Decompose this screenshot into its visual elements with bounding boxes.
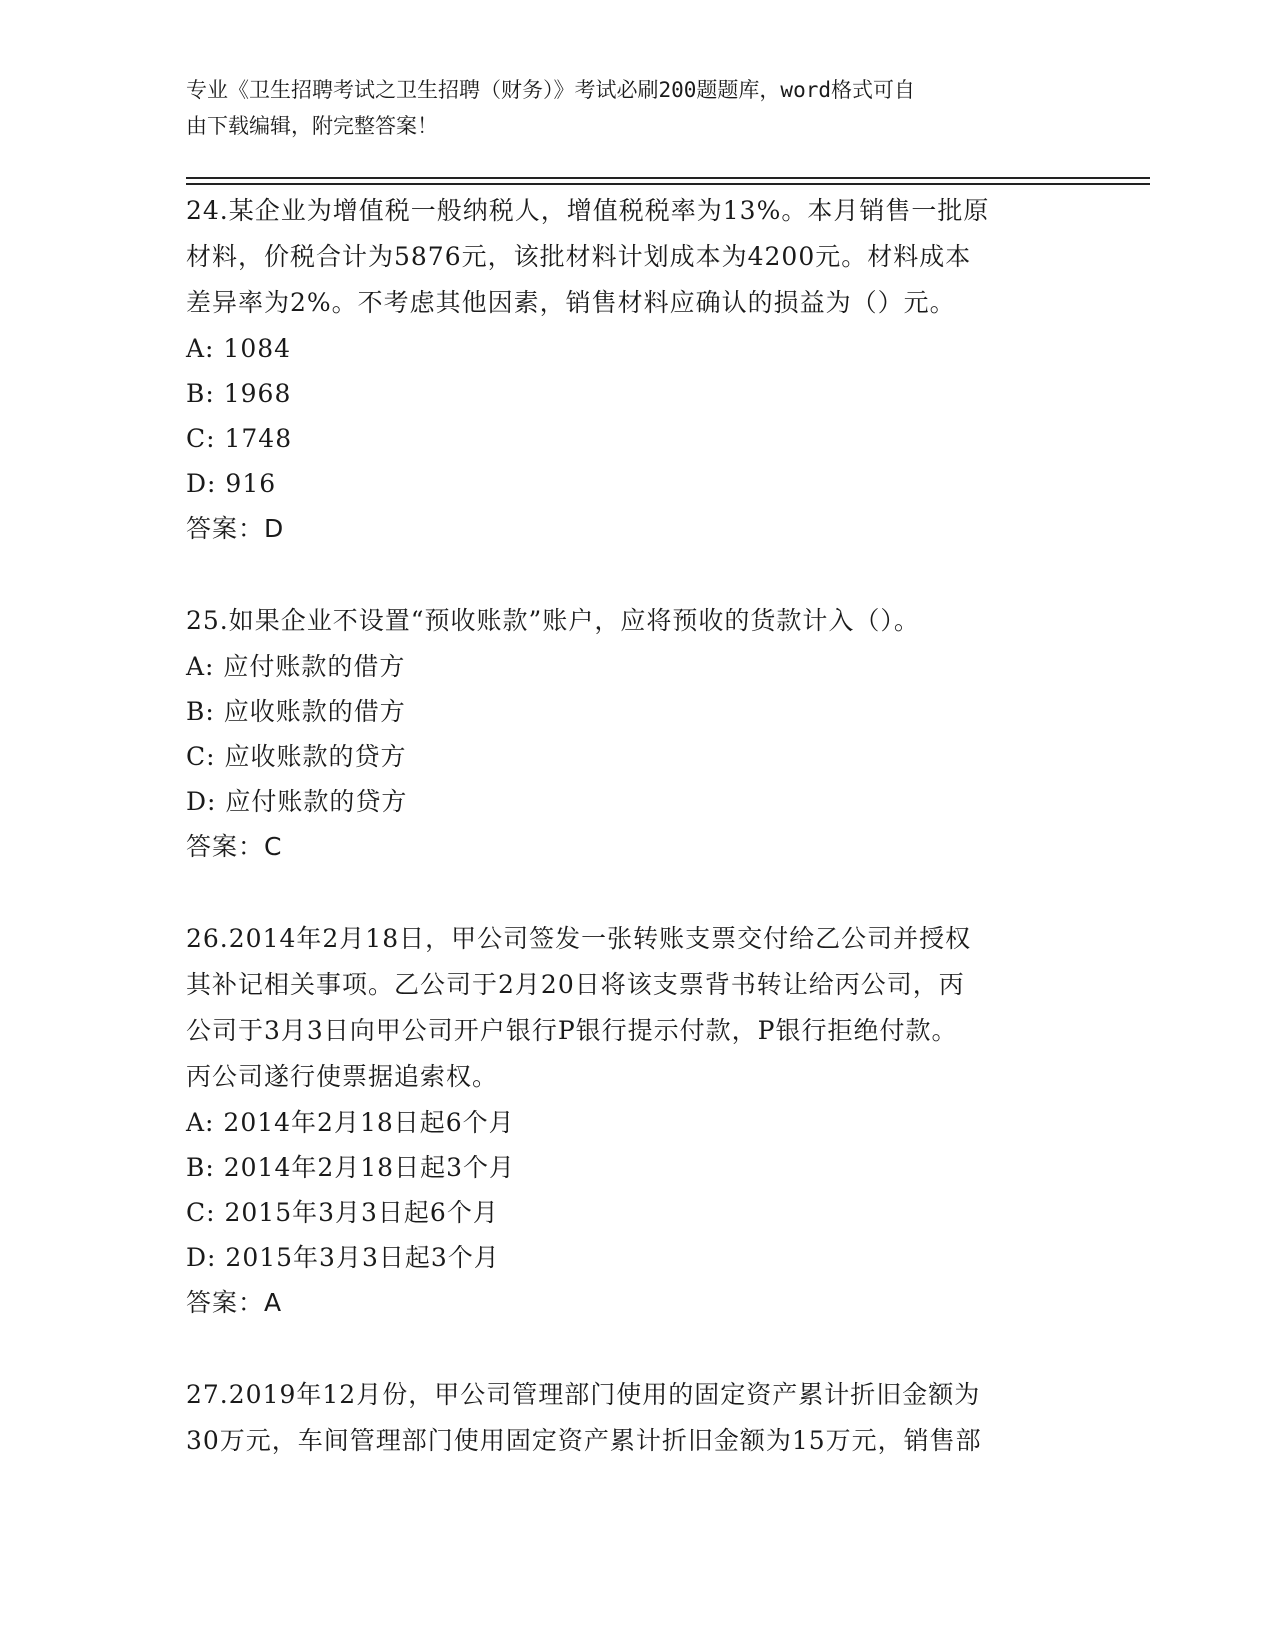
- option-c: C: 应收账款的贷方: [186, 742, 407, 771]
- header-divider-bottom: [186, 183, 1150, 185]
- option-a: A: 1084: [186, 334, 292, 363]
- stem-line: 27.2019年12月份，甲公司管理部门使用的固定资产累计折旧金额为: [186, 1380, 981, 1409]
- stem-line: 丙公司遂行使票据追索权。: [186, 1062, 499, 1091]
- question-25: [186, 598, 1086, 870]
- question-26: [186, 916, 1086, 1326]
- question-list: [186, 188, 1086, 1510]
- option-c: C: 1748: [186, 424, 293, 453]
- stem-line: 24.某企业为增值税一般纳税人，增值税税率为13%。本月销售一批原: [186, 196, 990, 225]
- question-stem: [186, 1372, 1086, 1464]
- option-c: C: 2015年3月3日起6个月: [186, 1198, 499, 1227]
- stem-line: 26.2014年2月18日，甲公司签发一张转账支票交付给乙公司并授权: [186, 924, 972, 953]
- option-b: B: 1968: [186, 379, 292, 408]
- question-stem: [186, 916, 1086, 1100]
- answer-line: 答案：C: [186, 832, 283, 861]
- header-divider-top: [186, 177, 1150, 179]
- option-b: B: 2014年2月18日起3个月: [186, 1153, 515, 1182]
- question-24: [186, 188, 1086, 552]
- stem-line: 差异率为2%。不考虑其他因素，销售材料应确认的损益为（）元。: [186, 288, 956, 317]
- stem-line: 25.如果企业不设置“预收账款”账户，应将预收的货款计入（）。: [186, 606, 920, 635]
- option-a: A: 应付账款的借方: [186, 652, 406, 681]
- option-d: D: 916: [186, 469, 277, 498]
- question-stem: [186, 598, 1086, 644]
- document-header: [186, 72, 1066, 144]
- answer-line: 答案：D: [186, 514, 285, 543]
- option-d: D: 应付账款的贷方: [186, 787, 408, 816]
- stem-line: 其补记相关事项。乙公司于2月20日将该支票背书转让给丙公司，丙: [186, 970, 965, 999]
- stem-line: 公司于3月3日向甲公司开户银行P银行提示付款，P银行拒绝付款。: [186, 1016, 958, 1045]
- answer-line: 答案：A: [186, 1288, 283, 1317]
- question-stem: [186, 188, 1086, 326]
- header-line-1: 专业《卫生招聘考试之卫生招聘（财务）》考试必刷200题题库，word格式可自: [186, 78, 915, 102]
- stem-line: 30万元，车间管理部门使用固定资产累计折旧金额为15万元，销售部: [186, 1426, 982, 1455]
- header-line-2: 由下载编辑，附完整答案！: [186, 114, 438, 138]
- option-b: B: 应收账款的借方: [186, 697, 406, 726]
- stem-line: 材料，价税合计为5876元，该批材料计划成本为4200元。材料成本: [186, 242, 972, 271]
- question-27: [186, 1372, 1086, 1464]
- option-d: D: 2015年3月3日起3个月: [186, 1243, 500, 1272]
- option-a: A: 2014年2月18日起6个月: [186, 1108, 515, 1137]
